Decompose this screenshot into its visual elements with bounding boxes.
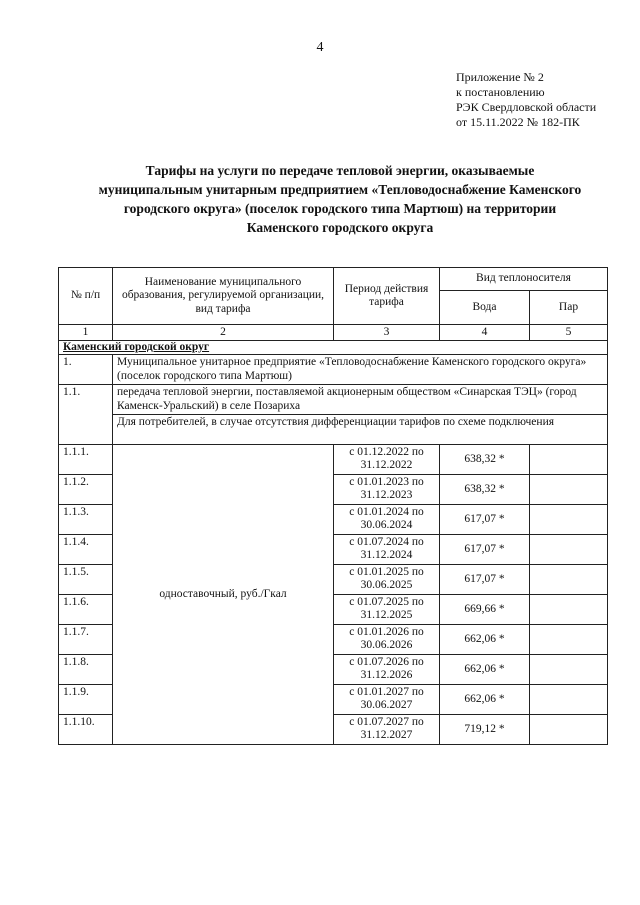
row-steam-value: [530, 535, 608, 565]
row-period: [334, 655, 440, 685]
row-num: 1.1.2.: [59, 475, 113, 505]
tariff-type: одноставочный, руб./Гкал: [113, 445, 334, 745]
appendix-line: к постановлению: [456, 85, 545, 99]
row-water-value: 617,07 *: [440, 565, 530, 595]
col-number: 3: [334, 325, 440, 341]
row-steam-value: [530, 595, 608, 625]
row-water-value: 617,07 *: [440, 505, 530, 535]
col-number: 2: [113, 325, 334, 341]
region-label: Каменский городской округ: [63, 341, 210, 353]
period-from: с 01.07.2027 по: [349, 716, 424, 728]
tariff-table: [58, 267, 608, 745]
header-water: Вода: [440, 290, 530, 324]
title-line: муниципальным унитарным предприятием «Тепловодоснабжение Каменского: [98, 182, 582, 197]
period-to: 30.06.2025: [360, 579, 413, 591]
title-line: Каменского городского округа: [246, 220, 434, 235]
row-water-value: 662,06 *: [440, 655, 530, 685]
row-num: 1.1.5.: [59, 565, 113, 595]
row-water-value: 662,06 *: [440, 625, 530, 655]
row-period: [334, 565, 440, 595]
row-steam-value: [530, 715, 608, 745]
period-to: 31.12.2024: [360, 549, 413, 561]
col-number: 5: [530, 325, 608, 341]
row-num: 1.1.1.: [59, 445, 113, 475]
consumers-note: Для потребителей, в случае отсутствия дифференциации тарифов по схеме подключения: [113, 415, 608, 445]
period-from: с 01.01.2026 по: [349, 626, 424, 638]
row-water-value: 617,07 *: [440, 535, 530, 565]
header-period: Период действия тарифа: [334, 268, 440, 325]
row-water-value: 719,12 *: [440, 715, 530, 745]
row-steam-value: [530, 505, 608, 535]
period-to: 31.12.2022: [360, 459, 413, 471]
row-period: [334, 445, 440, 475]
region-row: [59, 341, 608, 355]
org-name: Муниципальное унитарное предприятие «Тепловодоснабжение Каменского городского округа» (поселок городского типа Мартюш): [113, 355, 608, 385]
period-from: с 01.01.2023 по: [349, 476, 424, 488]
page-number: 4: [316, 40, 324, 55]
appendix-block: [456, 70, 596, 130]
row-water-value: 669,66 *: [440, 595, 530, 625]
consumers-note-row: [59, 415, 608, 445]
row-period: [334, 595, 440, 625]
column-number-row: [59, 325, 608, 341]
period-from: с 01.07.2024 по: [349, 536, 424, 548]
period-to: 31.12.2027: [360, 729, 413, 741]
period-from: с 01.01.2027 по: [349, 686, 424, 698]
title-line: городского округа» (поселок городского типа Мартюш) на территории: [123, 201, 557, 216]
row-steam-value: [530, 685, 608, 715]
row-steam-value: [530, 565, 608, 595]
row-steam-value: [530, 625, 608, 655]
row-num: 1.1.3.: [59, 505, 113, 535]
row-period: [334, 505, 440, 535]
service-row: [59, 385, 608, 415]
row-water-value: 638,32 *: [440, 445, 530, 475]
row-period: [334, 535, 440, 565]
title-line: Тарифы на услуги по передаче тепловой энергии, оказываемые: [145, 163, 535, 178]
period-to: 30.06.2027: [360, 699, 413, 711]
row-water-value: 638,32 *: [440, 475, 530, 505]
row-num: 1.1.6.: [59, 595, 113, 625]
row-period: [334, 685, 440, 715]
row-steam-value: [530, 475, 608, 505]
header-carrier: Вид теплоносителя: [440, 268, 608, 291]
appendix-line: Приложение № 2: [456, 70, 544, 84]
period-from: с 01.07.2025 по: [349, 596, 424, 608]
period-to: 30.06.2024: [360, 519, 413, 531]
period-to: 31.12.2026: [360, 669, 413, 681]
row-num: 1.1.8.: [59, 655, 113, 685]
row-steam-value: [530, 445, 608, 475]
row-steam-value: [530, 655, 608, 685]
header-name: Наименование муниципального образования, регулируемой организации, вид тарифа: [113, 268, 334, 325]
header-steam: Пар: [530, 290, 608, 324]
row-num: 1.1.7.: [59, 625, 113, 655]
row-num: 1.1.9.: [59, 685, 113, 715]
period-from: с 01.07.2026 по: [349, 656, 424, 668]
period-to: 30.06.2026: [360, 639, 413, 651]
row-period: [334, 475, 440, 505]
org-row: [59, 355, 608, 385]
appendix-line: от 15.11.2022 № 182-ПК: [456, 115, 580, 129]
service-text: передача тепловой энергии, поставляемой акционерным обществом «Синарская ТЭЦ» (город Каменск-Уральский) в селе Позариха: [113, 385, 608, 415]
appendix-line: РЭК Свердловской области: [456, 100, 597, 114]
period-to: 31.12.2023: [360, 489, 413, 501]
period-from: с 01.12.2022 по: [349, 446, 424, 458]
table-row: [59, 445, 608, 475]
row-water-value: 662,06 *: [440, 685, 530, 715]
header-num: № п/п: [59, 268, 113, 325]
col-number: 4: [440, 325, 530, 341]
period-from: с 01.01.2024 по: [349, 506, 424, 518]
row-num: 1.1.4.: [59, 535, 113, 565]
service-num: 1.1.: [59, 385, 113, 445]
document-title: [60, 161, 620, 237]
org-num: 1.: [59, 355, 113, 385]
period-from: с 01.01.2025 по: [349, 566, 424, 578]
row-period: [334, 715, 440, 745]
row-num: 1.1.10.: [59, 715, 113, 745]
row-period: [334, 625, 440, 655]
col-number: 1: [59, 325, 113, 341]
period-to: 31.12.2025: [360, 609, 413, 621]
table-header-row: [59, 268, 608, 291]
